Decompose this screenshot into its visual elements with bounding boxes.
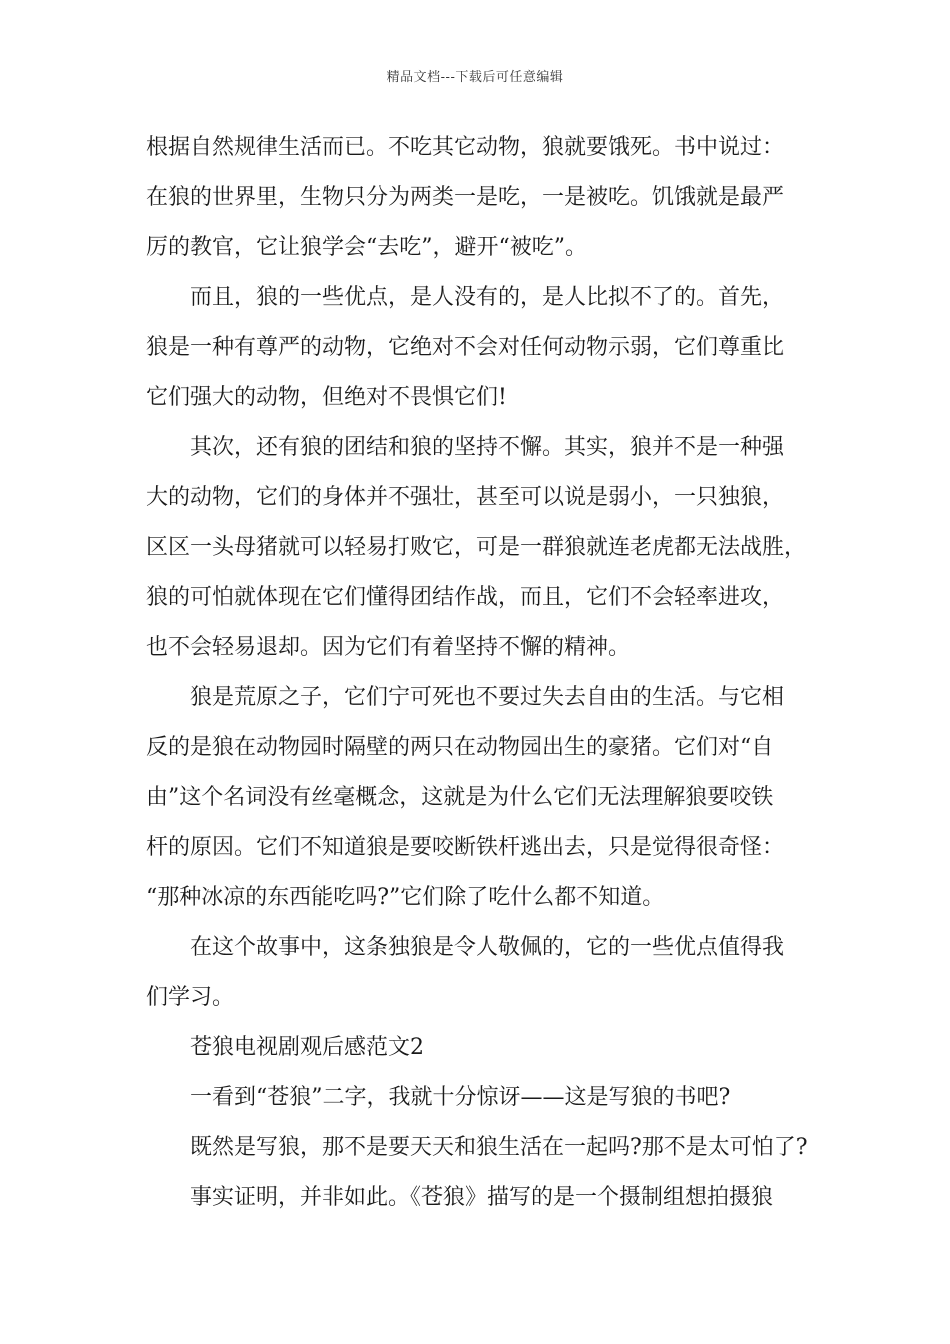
paragraph-start-line: 狼是荒原之子，它们宁可死也不要过失去自由的生活。与它相 xyxy=(190,685,785,710)
text-line: 在狼的世界里，生物只分为两类一是吃，一是被吃。饥饿就是最严 xyxy=(146,185,785,210)
section-heading: 苍狼电视剧观后感范文2 xyxy=(190,1035,424,1060)
text-line: 狼的可怕就体现在它们懂得团结作战，而且，它们不会轻率进攻， xyxy=(146,585,785,610)
text-line: 根据自然规律生活而已。不吃其它动物，狼就要饿死。书中说过： xyxy=(146,135,785,160)
paragraph-start-line: 一看到“苍狼”二字，我就十分惊讶——这是写狼的书吧? xyxy=(190,1085,731,1110)
text-line: 区区一头母猪就可以轻易打败它，可是一群狼就连老虎都无法战胜， xyxy=(146,535,807,560)
text-line: 由”这个名词没有丝毫概念，这就是为什么它们无法理解狼要咬铁 xyxy=(146,785,774,810)
text-line: 狼是一种有尊严的动物，它绝对不会对任何动物示弱，它们尊重比 xyxy=(146,335,785,360)
paragraph-start-line: 而且，狼的一些优点，是人没有的，是人比拟不了的。首先， xyxy=(190,285,785,310)
text-line: “那种冰凉的东西能吃吗?”它们除了吃什么都不知道。 xyxy=(146,885,665,910)
body-text xyxy=(146,130,816,1230)
paragraph-start-line: 在这个故事中，这条独狼是令人敬佩的，它的一些优点值得我 xyxy=(190,935,785,960)
text-line: 们学习。 xyxy=(146,985,235,1010)
text-line: 大的动物，它们的身体并不强壮，甚至可以说是弱小，一只独狼， xyxy=(146,485,785,510)
text-line: 杆的原因。它们不知道狼是要咬断铁杆逃出去，只是觉得很奇怪： xyxy=(146,835,785,860)
paragraph-start-line: 既然是写狼，那不是要天天和狼生活在一起吗?那不是太可怕了? xyxy=(190,1135,808,1160)
paragraph-start-line: 其次，还有狼的团结和狼的坚持不懈。其实，狼并不是一种强 xyxy=(190,435,785,460)
paragraph-start-line: 事实证明，并非如此。《苍狼》描写的是一个摄制组想拍摄狼 xyxy=(190,1185,774,1210)
text-line: 也不会轻易退却。因为它们有着坚持不懈的精神。 xyxy=(146,635,631,660)
text-line: 它们强大的动物，但绝对不畏惧它们! xyxy=(146,385,507,410)
page-header: 精品文档---下载后可任意编辑 xyxy=(386,70,564,85)
text-line: 厉的教官，它让狼学会“去吃”，避开“被吃”。 xyxy=(146,235,587,260)
text-line: 反的是狼在动物园时隔壁的两只在动物园出生的豪猪。它们对“自 xyxy=(146,735,774,760)
